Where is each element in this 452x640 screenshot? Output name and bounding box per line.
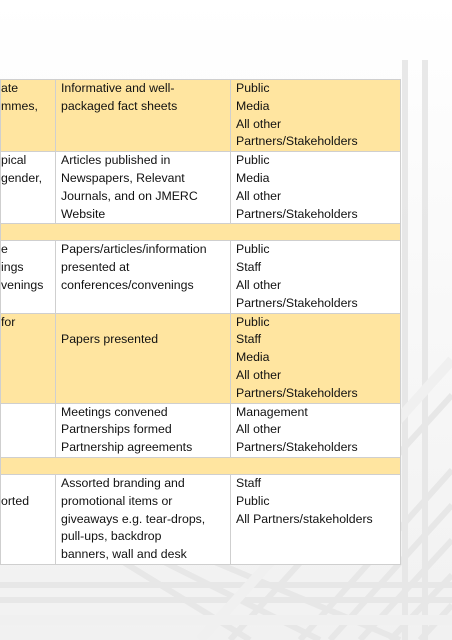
separator-cell bbox=[1, 224, 401, 241]
cell-line: banners, wall and desk bbox=[61, 547, 187, 562]
activity-cell bbox=[1, 152, 56, 224]
cell-line: All Partners/stakeholders bbox=[236, 511, 373, 526]
cell-line: Partners/Stakeholders bbox=[236, 440, 358, 455]
cell-line: Staff bbox=[236, 332, 262, 347]
cell-line: Articles published in bbox=[61, 153, 171, 168]
output-cell bbox=[56, 241, 231, 313]
cell-line: Partnerships formed bbox=[61, 422, 172, 437]
cell-line: All other bbox=[236, 277, 282, 292]
table-row bbox=[1, 241, 401, 313]
communication-table-fragment bbox=[0, 79, 400, 565]
output-cell bbox=[56, 474, 231, 564]
table-row bbox=[1, 313, 401, 403]
cell-line: for bbox=[1, 314, 16, 329]
cell-line: Management bbox=[236, 404, 308, 419]
cell-line: All other bbox=[236, 188, 282, 203]
audience-cell bbox=[231, 241, 401, 313]
audience-cell bbox=[231, 474, 401, 564]
cell-line: Staff bbox=[236, 475, 262, 490]
cell-line: All other bbox=[236, 116, 282, 131]
cell-line: ate bbox=[1, 81, 19, 95]
section-separator-row bbox=[1, 457, 401, 474]
cell-line: packaged fact sheets bbox=[61, 98, 178, 113]
audience-cell bbox=[231, 152, 401, 224]
output-cell bbox=[56, 80, 231, 152]
output-cell bbox=[56, 313, 231, 403]
communication-table bbox=[0, 79, 401, 565]
section-separator-row bbox=[1, 224, 401, 241]
cell-line: All other bbox=[236, 367, 282, 382]
cell-line: Public bbox=[236, 153, 270, 168]
cell-line: Meetings convened bbox=[61, 404, 168, 419]
cell-line: presented at bbox=[61, 260, 130, 275]
cell-line: Partners/Stakeholders bbox=[236, 385, 358, 400]
cell-line: Partnership agreements bbox=[61, 440, 193, 455]
activity-cell bbox=[1, 403, 56, 457]
cell-line: gender, bbox=[1, 170, 43, 185]
cell-line: venings bbox=[1, 277, 44, 292]
cell-line: Website bbox=[61, 206, 106, 221]
activity-cell bbox=[1, 80, 56, 152]
output-cell bbox=[56, 152, 231, 224]
table-row bbox=[1, 80, 401, 152]
cell-line: giveaways e.g. tear-drops, bbox=[61, 511, 206, 526]
cell-line: mmes, bbox=[1, 98, 38, 113]
cell-line: conferences/convenings bbox=[61, 277, 194, 292]
table-row bbox=[1, 152, 401, 224]
cell-line: Informative and well- bbox=[61, 81, 175, 95]
activity-cell bbox=[1, 474, 56, 564]
cell-line: Media bbox=[236, 98, 270, 113]
audience-cell bbox=[231, 403, 401, 457]
audience-cell bbox=[231, 313, 401, 403]
cell-line bbox=[1, 475, 52, 493]
cell-line: Media bbox=[236, 350, 270, 365]
cell-line: e bbox=[1, 242, 8, 257]
cell-line: orted bbox=[1, 493, 30, 508]
activity-cell bbox=[1, 241, 56, 313]
cell-line: Media bbox=[236, 170, 270, 185]
cell-line: Papers/articles/information bbox=[61, 242, 207, 257]
cell-line: Partners/Stakeholders bbox=[236, 134, 358, 149]
cell-line: Staff bbox=[236, 260, 262, 275]
cell-line: Partners/Stakeholders bbox=[236, 295, 358, 310]
table-row bbox=[1, 474, 401, 564]
activity-cell bbox=[1, 313, 56, 403]
cell-line: Journals, and on JMERC bbox=[61, 188, 198, 203]
cell-line: promotional items or bbox=[61, 493, 173, 508]
cell-line: Newspapers, Relevant bbox=[61, 170, 185, 185]
table-row bbox=[1, 403, 401, 457]
cell-line: Papers presented bbox=[61, 332, 159, 347]
cell-line: pull-ups, backdrop bbox=[61, 529, 162, 544]
cell-line: Public bbox=[236, 314, 270, 329]
cell-line: ings bbox=[1, 260, 24, 275]
output-cell bbox=[56, 403, 231, 457]
cell-line: Public bbox=[236, 493, 270, 508]
cell-line: pical bbox=[1, 153, 27, 168]
cell-line: Public bbox=[236, 242, 270, 257]
cell-line: All other bbox=[236, 422, 282, 437]
separator-cell bbox=[1, 457, 401, 474]
audience-cell bbox=[231, 80, 401, 152]
cell-line: Assorted branding and bbox=[61, 475, 185, 490]
cell-line: Partners/Stakeholders bbox=[236, 206, 358, 221]
cell-line: Public bbox=[236, 81, 270, 95]
